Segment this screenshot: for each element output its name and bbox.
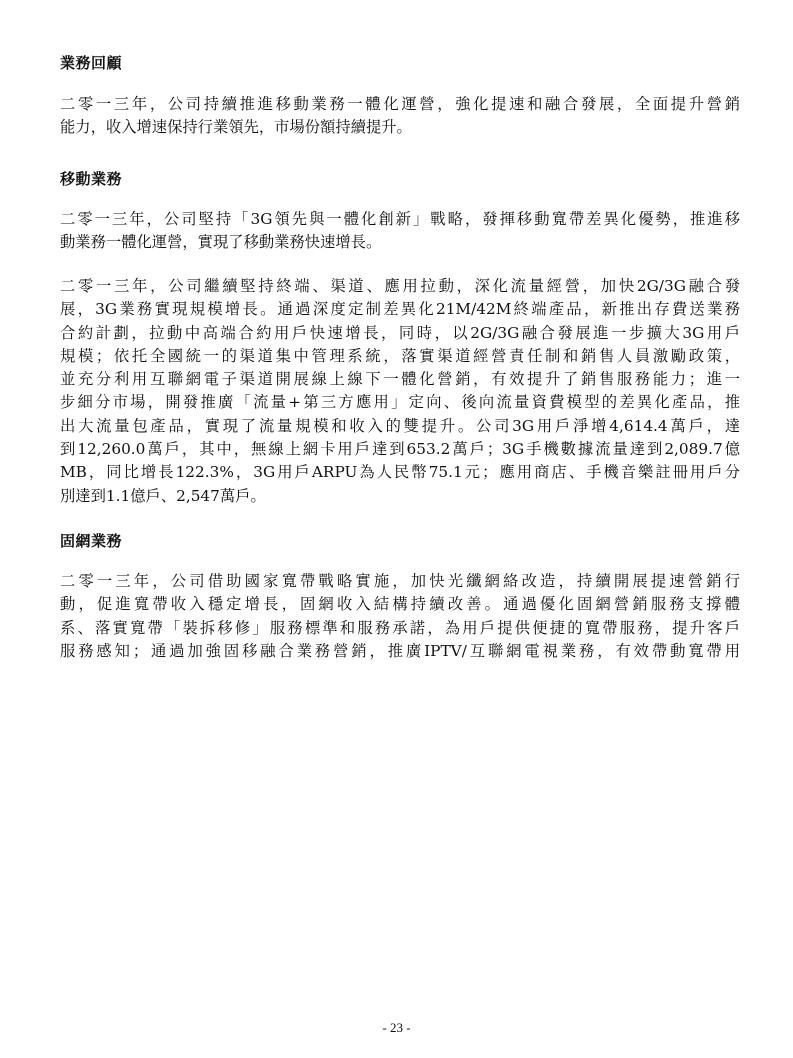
section-heading-mobile-business: 移動業務 (60, 170, 123, 188)
section-heading-fixed-line-business: 固網業務 (60, 532, 123, 550)
paragraph-line: 別達到1.1億戶、2,547萬戶。 (60, 486, 266, 505)
paragraph-business-review (60, 93, 740, 140)
paragraph-line: 系、落實寬帶「裝拆移修」服務標準和服務承諾，為用戶提供便捷的寬帶服務，提升客戶 (60, 618, 740, 637)
paragraph-line: 合約計劃，拉動中高端合約用戶快速增長，同時，以2G/3G融合發展進一步擴大3G用戶 (60, 323, 740, 342)
paragraph-line: 能力，收入增速保持行業領先，市場份額持續提升。 (60, 118, 412, 137)
paragraph-line: 步細分市場，開發推廣「流量+第三方應用」定向、後向流量資費模型的差異化產品，推 (60, 393, 740, 412)
paragraph-mobile-strategy (60, 208, 740, 255)
page-number: - 23 - (382, 1020, 411, 1035)
paragraph-line: 並充分利用互聯網電子渠道開展線上線下一體化營銷，有效提升了銷售服務能力；進一 (60, 370, 740, 389)
paragraph-line: 到12,260.0萬戶，其中，無線上網卡用戶達到653.2萬戶；3G手機數據流量達到2,089.7億 (60, 440, 740, 459)
paragraph-line: 動業務一體化運營，實現了移動業務快速增長。 (60, 233, 382, 252)
paragraph-line: 展，3G業務實現規模增長。通過深度定制差異化21M/42M終端產品，新推出存費送業務 (60, 300, 740, 319)
paragraph-line: 出大流量包產品，實現了流量規模和收入的雙提升。公司3G用戶淨增4,614.4萬戶，達 (60, 416, 740, 435)
paragraph-line: 服務感知；通過加強固移融合業務營銷，推廣IPTV/互聯網電視業務，有效帶動寬帶用 (60, 641, 740, 660)
paragraph-line: MB，同比增長122.3%，3G用戶ARPU為人民幣75.1元；應用商店、手機音樂註冊用戶分 (60, 463, 740, 482)
paragraph-line: 二零一三年，公司持續推進移動業務一體化運營，強化提速和融合發展，全面提升營銷 (60, 95, 740, 113)
paragraph-line: 二零一三年，公司堅持「3G領先與一體化創新」戰略，發揮移動寬帶差異化優勢，推進移 (60, 210, 740, 228)
paragraph-line: 二零一三年，公司借助國家寬帶戰略實施，加快光纖網絡改造，持續開展提速營銷行 (60, 572, 740, 590)
paragraph-mobile-details (60, 275, 740, 508)
paragraph-line: 二零一三年，公司繼續堅持終端、渠道、應用拉動，深化流量經營，加快2G/3G融合發 (60, 277, 740, 295)
paragraph-line: 規模；依托全國統一的渠道集中管理系統，落實渠道經營責任制和銷售人員激勵政策， (60, 346, 740, 365)
paragraph-fixed-line-details (60, 570, 740, 663)
section-heading-business-review: 業務回顧 (60, 54, 123, 72)
paragraph-line: 動，促進寬帶收入穩定增長，固網收入結構持續改善。通過優化固網營銷服務支撐體 (60, 595, 740, 614)
